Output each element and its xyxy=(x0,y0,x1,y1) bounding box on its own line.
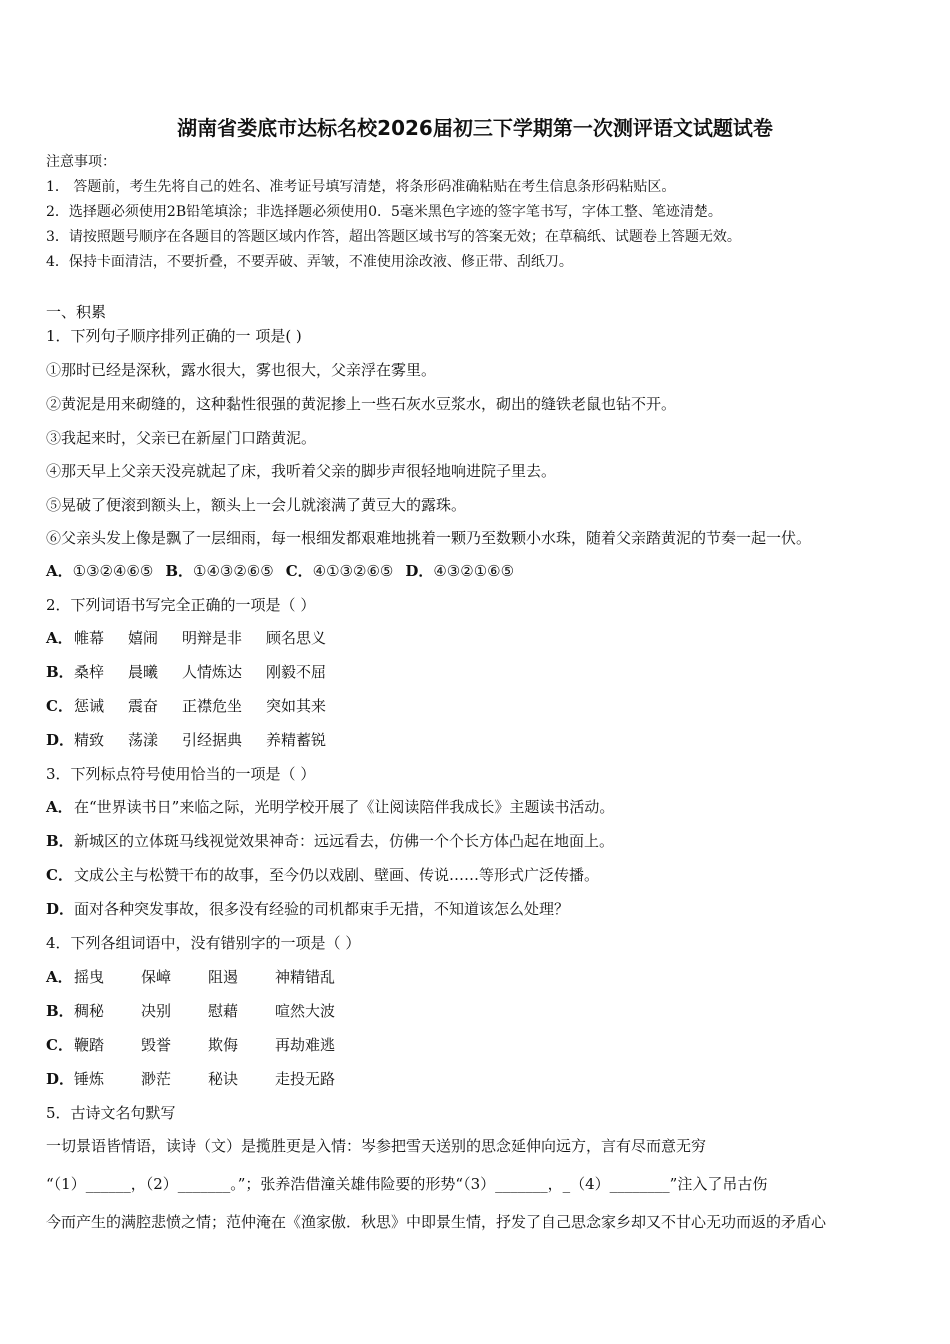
q2-option-c[interactable]: C．惩诫 震奋 正襟危坐 突如其来 xyxy=(46,697,327,715)
q5-line-1: 一切景语皆情语，读诗（文）是揽胜更是入情：岑参把雪天送别的思念延伸向远方，言有尽而意无穷 xyxy=(46,1137,707,1155)
q1-sentence-4: ④那天早上父亲天没亮就起了床，我听着父亲的脚步声很轻地响进院子里去。 xyxy=(46,462,557,480)
q3-option-d[interactable]: D．面对各种突发事故，很多没有经验的司机都束手无措，不知道该怎么处理？ xyxy=(46,900,570,918)
q4-option-a[interactable]: A．摇曳 保嶂 阻遏 神精错乱 xyxy=(46,968,336,986)
q2-option-d[interactable]: D．精致 荡漾 引经据典 养精蓄锐 xyxy=(46,731,327,749)
q4-stem: 4．下列各组词语中，没有错别字的一项是（ ） xyxy=(46,934,361,952)
q5-line-3: 今而产生的满腔悲愤之情；范仲淹在《渔家傲．秋思》中即景生情，抒发了自己思念家乡却又不甘心无功而返的矛盾心 xyxy=(46,1213,827,1231)
notice-heading: 注意事项： xyxy=(46,154,116,170)
q3-option-b[interactable]: B．新城区的立体斑马线视觉效果神奇：远远看去，仿佛一个个长方体凸起在地面上。 xyxy=(46,832,615,850)
q4-option-c[interactable]: C．鞭踏 毁誉 欺侮 再劫难逃 xyxy=(46,1036,336,1054)
q4-option-b[interactable]: B．稠秘 决别 慰藉 喧然大波 xyxy=(46,1002,336,1020)
exam-title: 湖南省娄底市达标名校2026届初三下学期第一次测评语文试题试卷 xyxy=(177,116,773,140)
q3-stem: 3．下列标点符号使用恰当的一项是（ ） xyxy=(46,765,316,783)
q3-option-a[interactable]: A．在“世界读书日”来临之际，光明学校开展了《让阅读陪伴我成长》主题读书活动。 xyxy=(46,798,615,816)
notice-item-4: 4．保持卡面清洁，不要折叠，不要弄破、弄皱，不准使用涂改液、修正带、刮纸刀。 xyxy=(46,254,573,270)
q1-sentence-5: ⑤晃破了便滚到额头上，额头上一会儿就滚满了黄豆大的露珠。 xyxy=(46,496,467,514)
q1-stem: 1．下列句子顺序排列正确的一 项是( ) xyxy=(46,327,302,345)
q1-option-d[interactable]: D．④③②①⑥⑤ xyxy=(405,562,515,580)
notice-item-3: 3．请按照题号顺序在各题目的答题区域内作答，超出答题区域书写的答案无效；在草稿纸、试题卷上答题无效。 xyxy=(46,229,741,245)
section-heading: 一、积累 xyxy=(46,303,107,321)
q1-sentence-3: ③我起来时，父亲已在新屋门口踏黄泥。 xyxy=(46,429,317,447)
q2-option-a[interactable]: A．帷幕 嬉闹 明辩是非 顾名思义 xyxy=(46,629,327,647)
q1-option-b[interactable]: B．①④③②⑥⑤ xyxy=(165,562,274,580)
q5-stem: 5．古诗文名句默写 xyxy=(46,1104,176,1122)
q2-option-b[interactable]: B．桑梓 晨曦 人情炼达 刚毅不屈 xyxy=(46,663,327,681)
q1-option-a[interactable]: A．①③②④⑥⑤ xyxy=(46,562,154,580)
notice-item-2: 2．选择题必须使用2B铅笔填涂；非选择题必须使用0．5毫米黑色字迹的签字笔书写，字体工整、笔迹清楚。 xyxy=(46,204,722,220)
q5-line-2[interactable]: “（1）______，（2）_______。”；张养浩借潼关雄伟险要的形势“（3）_______，_（4）________”注入了吊古伤 xyxy=(46,1175,768,1193)
q4-option-d[interactable]: D．锤炼 渺茫 秘诀 走投无路 xyxy=(46,1070,336,1088)
q1-options xyxy=(46,561,514,581)
q1-option-c[interactable]: C．④①③②⑥⑤ xyxy=(285,562,394,580)
q1-sentence-1: ①那时已经是深秋，露水很大，雾也很大，父亲浮在雾里。 xyxy=(46,361,437,379)
q2-stem: 2．下列词语书写完全正确的一项是（ ） xyxy=(46,596,316,614)
q3-option-c[interactable]: C．文成公主与松赞干布的故事，至今仍以戏剧、壁画、传说……等形式广泛传播。 xyxy=(46,866,600,884)
notice-item-1: 1． 答题前，考生先将自己的姓名、准考证号填写清楚，将条形码准确粘贴在考生信息条形码粘贴区。 xyxy=(46,179,676,195)
q1-sentence-2: ②黄泥是用来砌缝的，这种黏性很强的黄泥掺上一些石灰水豆浆水，砌出的缝铁老鼠也钻不开。 xyxy=(46,395,677,413)
q1-sentence-6: ⑥父亲头发上像是飘了一层细雨，每一根细发都艰难地挑着一颗乃至数颗小水珠，随着父亲踏黄泥的节奏一起一伏。 xyxy=(46,529,812,547)
